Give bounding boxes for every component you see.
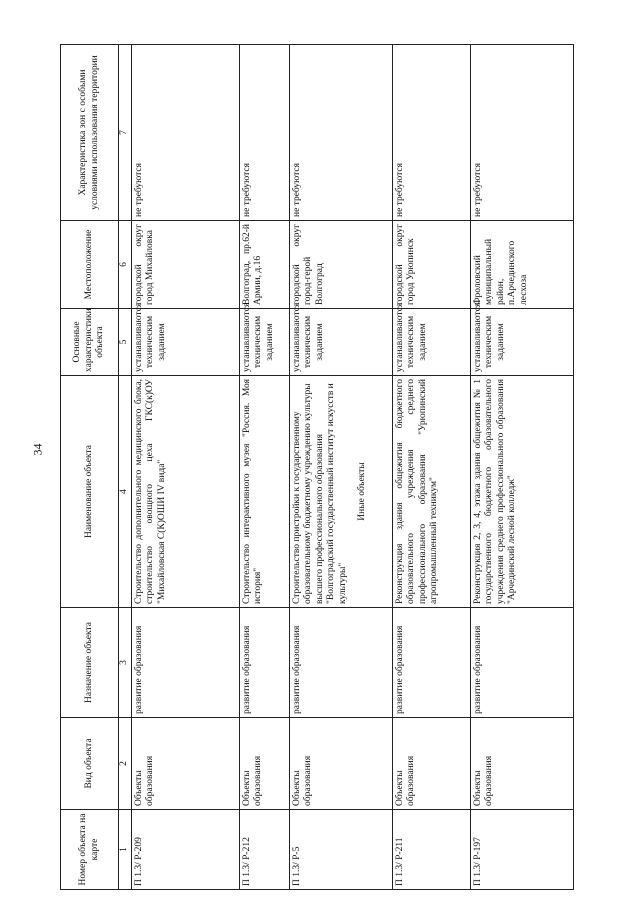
zone-characteristics: не требуются <box>240 45 290 221</box>
column-number: 2 <box>119 718 132 810</box>
object-location: городской округ город Урюпинск <box>393 221 471 309</box>
header-cell: Вид объекта <box>61 718 119 810</box>
table-row <box>393 45 471 890</box>
object-number: П 1.3/ Р-212 <box>240 810 290 890</box>
object-name: Строительство интерактивного музея "Россия. Моя история" <box>240 376 290 608</box>
object-location: городской округ город Михайловка <box>132 221 240 309</box>
column-number: 4 <box>119 376 132 608</box>
object-characteristics: устанавливаются техническим заданием <box>290 309 393 376</box>
object-type: Объекты образования <box>393 718 471 810</box>
table-row <box>240 45 290 890</box>
header-cell: Назначение объекта <box>61 608 119 718</box>
object-name-cell <box>290 376 393 608</box>
zone-characteristics: не требуются <box>393 45 471 221</box>
object-name: Строительство пристройки к государственному образовательному бюджетному учреждению культуры высшего профессионального образования "Волгоградский государственный институт искусств и культуры" <box>292 383 348 604</box>
object-characteristics: устанавливаются техническим заданием <box>132 309 240 376</box>
object-number: П 1.3/ Р-209 <box>132 810 240 890</box>
object-purpose: развитие образования <box>240 608 290 718</box>
object-type: Объекты образования <box>471 718 574 810</box>
header-row <box>61 45 119 890</box>
table-row <box>132 45 240 890</box>
object-type: Объекты образования <box>290 718 393 810</box>
section-subheader: Иные объекты <box>356 462 367 521</box>
object-purpose: развитие образования <box>471 608 574 718</box>
object-purpose: развитие образования <box>393 608 471 718</box>
object-location: городской округ город-герой Волгоград <box>290 221 393 309</box>
object-number: П 1.3/ Р-211 <box>393 810 471 890</box>
object-number: П 1.3/ Р-197 <box>471 810 574 890</box>
object-name: Строительство дополнительного медицинского блока, строительство овощного цеха ГКС(к)ОУ "Михайловская С(К)ОШИ IV вида" <box>132 376 240 608</box>
header-cell: Номер объекта на карте <box>61 810 119 890</box>
object-characteristics: устанавливаются техническим заданием <box>240 309 290 376</box>
objects-table <box>60 44 574 890</box>
column-number: 6 <box>119 221 132 309</box>
object-location: Фроловский муниципальный район, п.Арчединского лесхоза <box>471 221 574 309</box>
object-purpose: развитие образования <box>290 608 393 718</box>
zone-characteristics: не требуются <box>290 45 393 221</box>
column-number-row <box>119 45 132 890</box>
column-number: 1 <box>119 810 132 890</box>
object-name: Реконструкция здания общежития бюджетного образовательного учреждения среднего профессионального образования "Урюпинский агропромышленный техникум" <box>393 376 471 608</box>
object-characteristics: устанавливаются техническим заданием <box>393 309 471 376</box>
object-location: Волгоград, пр.62-й Армии, д.16 <box>240 221 290 309</box>
object-name: Реконструкция 2, 3, 4, этажа здания общежития № 1 государственного бюджетного образовательного учреждения среднего профессионального образования "Арчединский лесной колледж" <box>471 376 574 608</box>
column-number: 5 <box>119 309 132 376</box>
table-row <box>290 45 393 890</box>
rotated-page <box>60 45 595 890</box>
zone-characteristics: не требуются <box>132 45 240 221</box>
column-number: 7 <box>119 45 132 221</box>
object-type: Объекты образования <box>132 718 240 810</box>
column-number: 3 <box>119 608 132 718</box>
object-purpose: развитие образования <box>132 608 240 718</box>
header-cell: Наименование объекта <box>61 376 119 608</box>
header-cell: Местоположение <box>61 221 119 309</box>
zone-characteristics: не требуются <box>471 45 574 221</box>
table-row <box>471 45 574 890</box>
object-number: П 1.3/ Р-5 <box>290 810 393 890</box>
object-type: Объекты образования <box>240 718 290 810</box>
object-characteristics: устанавливаются техническим заданием <box>471 309 574 376</box>
header-cell: Основные характеристики объекта <box>61 309 119 376</box>
page-number: 34 <box>30 443 45 456</box>
header-cell: Характеристика зон с особыми условиями использования территории <box>61 45 119 221</box>
